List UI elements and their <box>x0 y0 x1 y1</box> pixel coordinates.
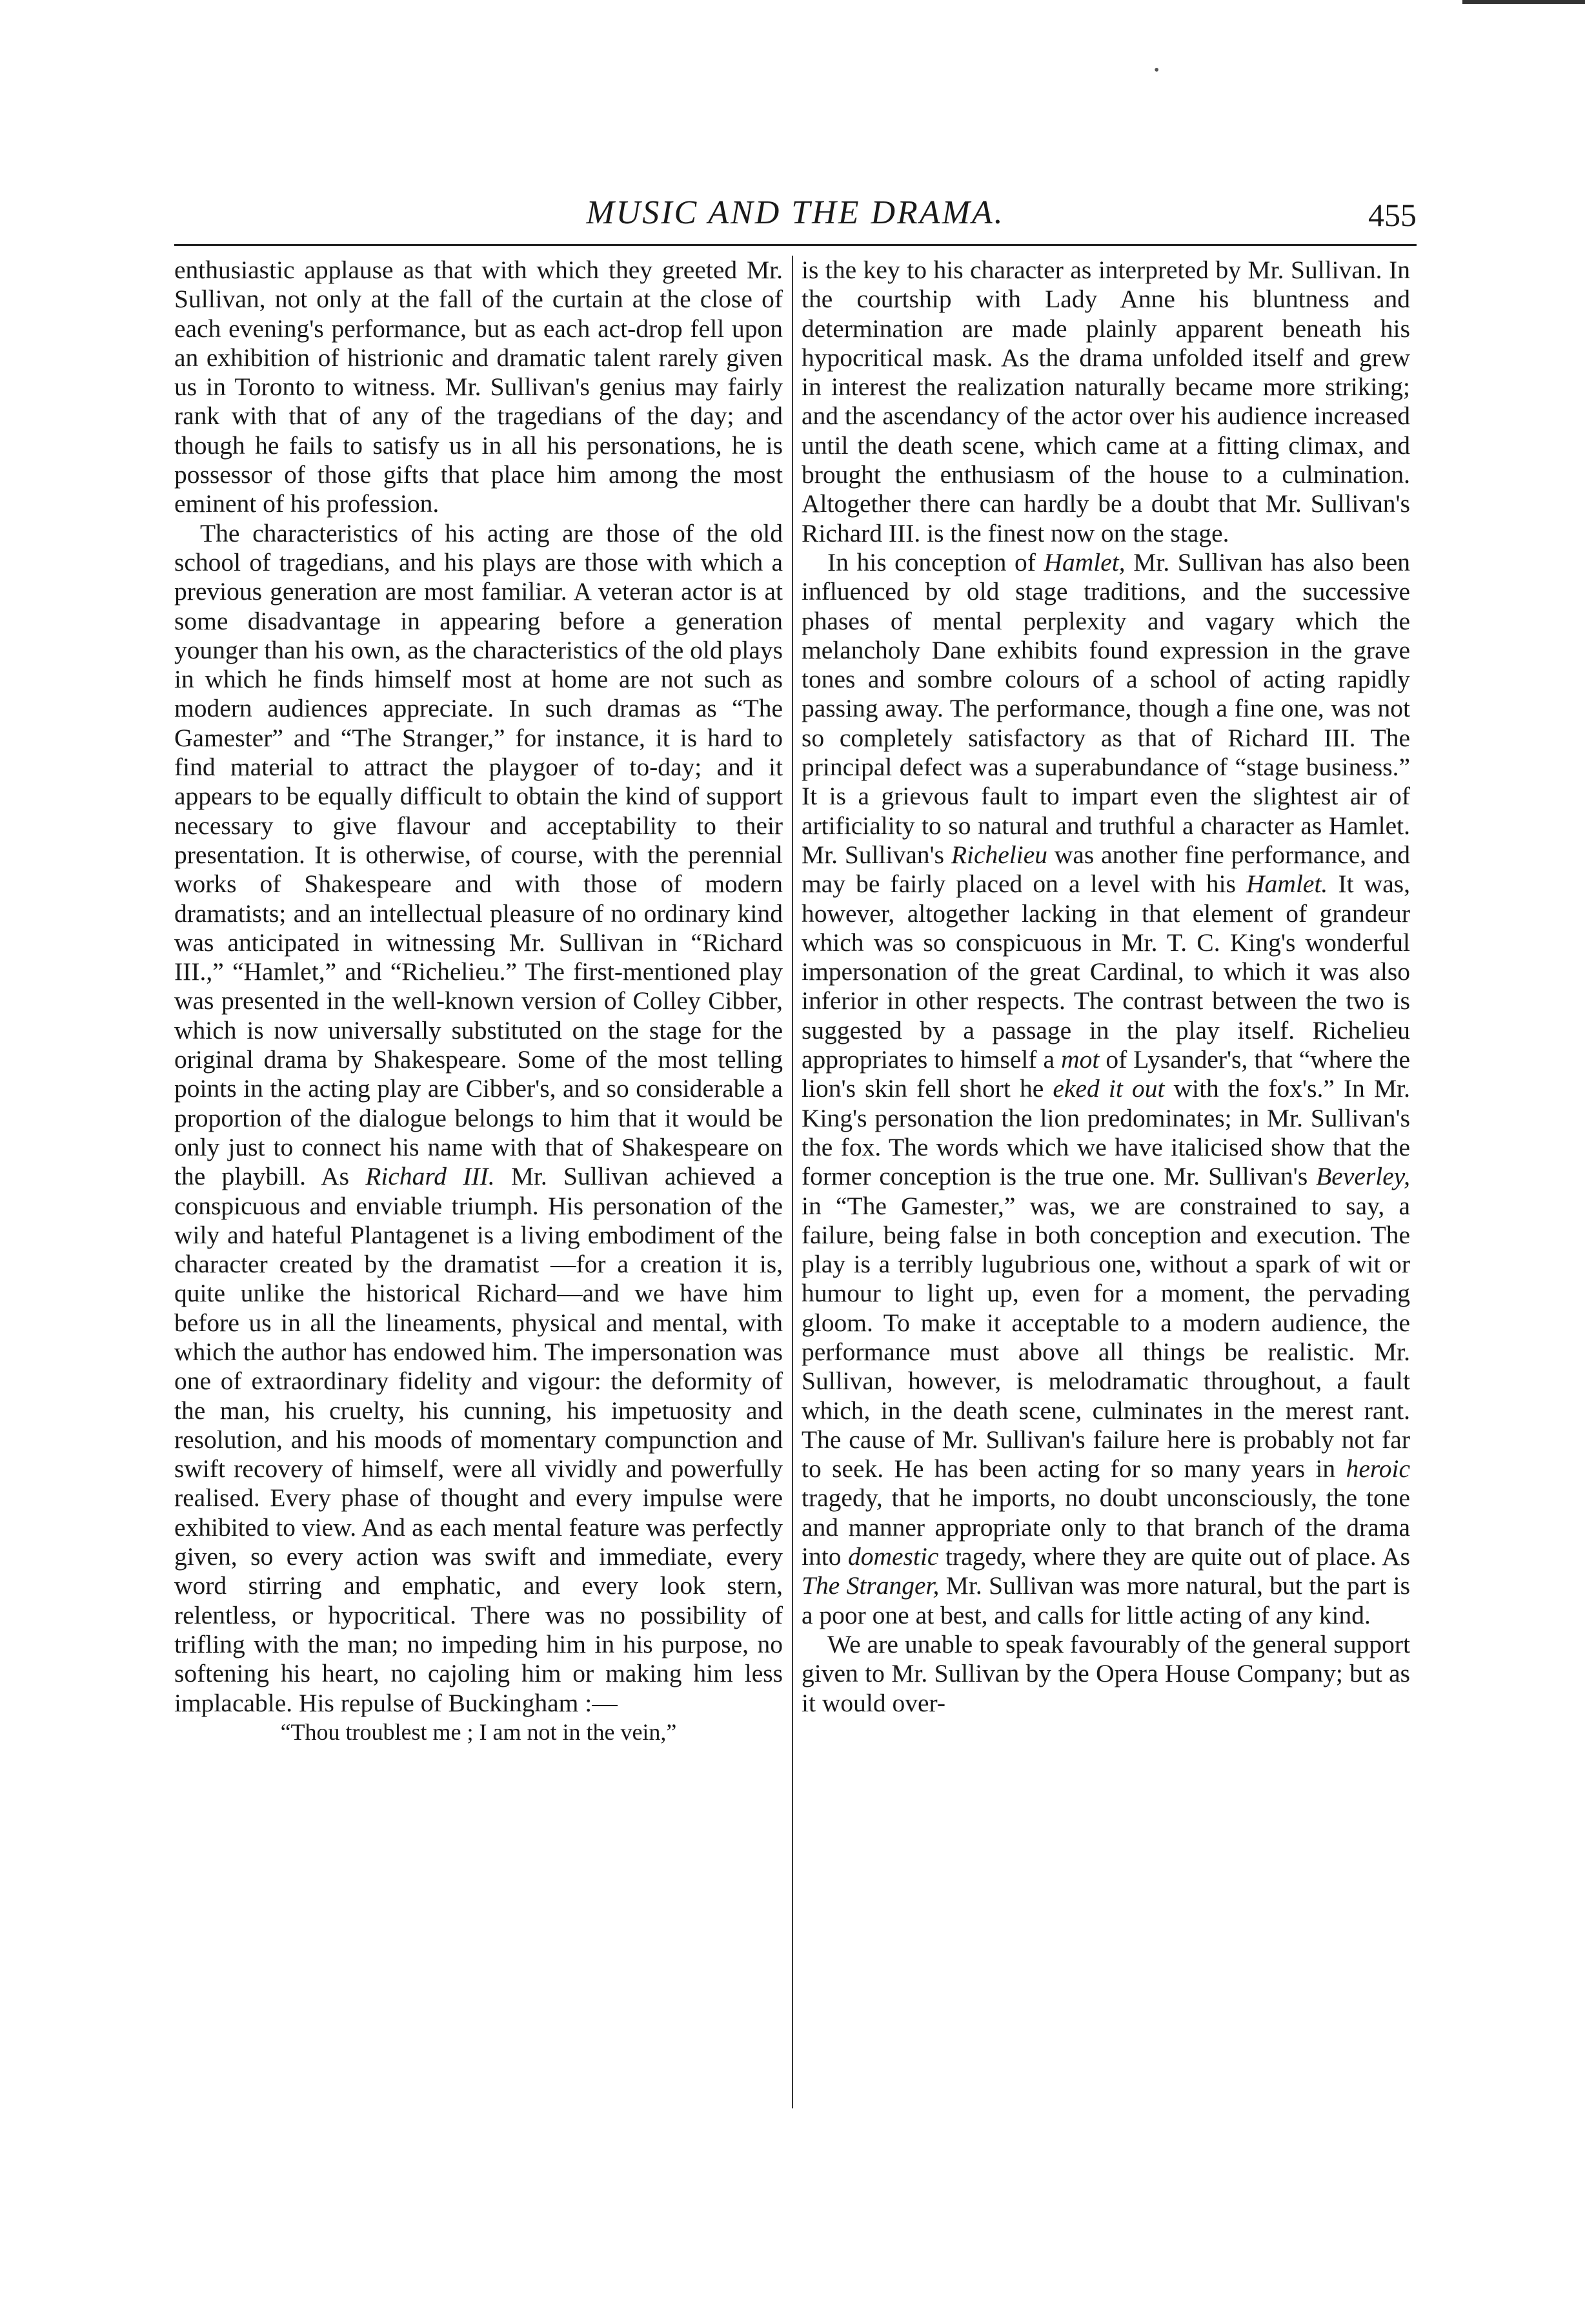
block-quote: “Thou troublest me ; I am not in the vein,” <box>280 1718 677 1745</box>
italic-word: mot <box>1061 1045 1100 1074</box>
play-title-hamlet: Hamlet. <box>1246 870 1328 899</box>
play-title-stranger: The Stranger, <box>802 1571 940 1600</box>
text-run: Mr. Sullivan achieved a conspicuous and enviable triumph. His personation of the wily and hateful Plantagenet is a living embodiment of the character created by the dramatist —for a creation it is, quite unlike the historical Richard—and we have him before us in all the lineaments, physical and mental, with which the author has endowed him. The impersonation was one of extraordinary fidelity and vigour: the deformity of the man, his cruelty, his cunning, his impetuosity and resolution, and his moods of momentary compunction and swift recovery of himself, were all vividly and powerfully realised. Every phase of thought and every impulse were exhibited to view. And as each mental feature was perfectly given, so every action was swift and immediate, every word stirring and emphatic, and every look stern, relentless, or hypocritical. There was no possibility of trifling with the man; no impeding him in his purpose, no softening his heart, no cajoling him or making him less implacable. His repulse of Buckingham :— <box>174 1162 783 1717</box>
running-title: MUSIC AND THE DRAMA. <box>586 194 1005 231</box>
right-column <box>802 256 1410 1718</box>
text-run: with the fox's.” In Mr. King's personation the lion predominates; in Mr. Sullivan's the fox. The words which we have italicised show that the former conception is the true one. Mr. Sullivan's <box>802 1074 1411 1191</box>
column-divider <box>792 256 793 2108</box>
left-column <box>174 256 783 1747</box>
text-run: of Lysander's, that “where the lion's skin fell short he <box>802 1045 1411 1103</box>
text-run: Mr. Sullivan has also been influenced by old stage traditions, and the successive phases of mental perplexity and vagary which the melancholy Dane exhibits found expression in the grave tones and sombre colours of a school of acting rapidly passing away. The performance, though a fine one, was not so completely satisfactory as that of Richard III. The principal defect was a superabundance of “stage business.” It is a grievous fault to impart even the slightest air of artificiality to so natural and truthful a character as Hamlet. Mr. Sullivan's <box>802 547 1411 869</box>
text-run: tragedy, that he imports, no doubt unconsciously, the tone and manner appropriate only to that branch of the drama into <box>802 1483 1410 1571</box>
text-run: Mr. Sullivan was more natural, but the part is a poor one at best, and calls for little acting of any kind. <box>802 1571 1410 1629</box>
page-number: 455 <box>1368 197 1417 233</box>
text-run: was another fine performance, and may be fairly placed on a level with his <box>802 840 1411 899</box>
play-title-hamlet: Hamlet, <box>1044 547 1126 576</box>
ink-speck: • <box>1154 62 1160 79</box>
paragraph <box>174 519 783 1718</box>
italic-word: heroic <box>1346 1454 1411 1483</box>
text-run: It was, however, altogether lacking in that element of grandeur which was so conspicuous in Mr. T. C. King's wonderful impersonation of the great Cardinal, to which it was also inferior in other respects. The contrast between the two is suggested by a passage in the play itself. Richelieu appropriates to himself a <box>802 870 1410 1074</box>
paragraph: We are unable to speak favourably of the general support given to Mr. Sullivan by the Opera House Company; but as it would over- <box>802 1629 1410 1717</box>
paragraph: enthusiastic applause as that with which they greeted Mr. Sullivan, not only at the fall of the curtain at the close of each evening's performance, but as each act-drop fell upon an exhibition of histrionic and dramatic talent rarely given us in Toronto to witness. Mr. Sullivan's genius may fairly rank with that of any of the tragedians of the day; and though he fails to satisfy us in all his personations, he is possessor of those gifts that place him among the most eminent of his profession. <box>174 256 783 518</box>
running-head <box>174 194 1417 239</box>
italic-word: domestic <box>848 1542 939 1571</box>
play-title-richard: Richard III. <box>365 1162 495 1191</box>
play-title-richelieu: Richelieu <box>951 840 1047 869</box>
text-run: in “The Gamester,” was, we are constrained to say, a failure, being false in both conception and execution. The play is a terribly lugubrious one, without a spark of wit or humour to light up, even for a moment, the pervading gloom. To make it acceptable to a modern audience, the performance must above all things be realistic. Mr. Sullivan, however, is melodramatic throughout, a fault which, in the death scene, culminates in the merest rant. The cause of Mr. Sullivan's failure here is probably not far to seek. He has been acting for so many years in <box>802 1191 1410 1483</box>
header-rule <box>174 244 1417 246</box>
italic-phrase: eked it out <box>1053 1074 1165 1103</box>
text-run: The characteristics of his acting are those of the old school of tragedians, and his plays are those with which a previous generation are most familiar. A veteran actor is at some disadvantage in appearing before a generation younger than his own, as the characteristics of the old plays in which he finds himself most at home are not such as modern audiences appreciate. In such dramas as “The Gamester” and “The Stranger,” for instance, it is hard to find material to attract the playgoer of to-day; and it appears to be equally difficult to obtain the kind of support necessary to give flavour and acceptability to their presentation. It is otherwise, of course, with the perennial works of Shakespeare and with those of modern dramatists; and an intellectual pleasure of no ordinary kind was anticipated in witnessing Mr. Sullivan in “Richard III.,” “Hamlet,” and “Richelieu.” The first-mentioned play was presented in the well-known version of Colley Cibber, which is now universally substituted on the stage for the original drama by Shakespeare. Some of the most telling points in the acting play are Cibber's, and so considerable a proportion of the dialogue belongs to him that it would be only just to connect his name with that of Shakespeare on the playbill. As <box>174 518 783 1191</box>
text-run: In his conception of <box>827 547 1036 576</box>
paragraph: is the key to his character as interpreted by Mr. Sullivan. In the courtship with Lady Anne his bluntness and determination are made plainly apparent beneath his hypocritical mask. As the drama unfolded itself and grew in interest the realization naturally became more striking; and the ascendancy of the actor over his audience increased until the death scene, which came at a fitting climax, and brought the enthusiasm of the house to a culmination. Altogether there can hardly be a doubt that Mr. Sullivan's Richard III. is the finest now on the stage. <box>802 256 1410 547</box>
role-beverley: Beverley, <box>1316 1162 1410 1191</box>
paragraph <box>802 548 1410 1630</box>
page-edge-mark <box>1462 0 1585 4</box>
text-run: tragedy, where they are quite out of place. As <box>945 1542 1411 1571</box>
